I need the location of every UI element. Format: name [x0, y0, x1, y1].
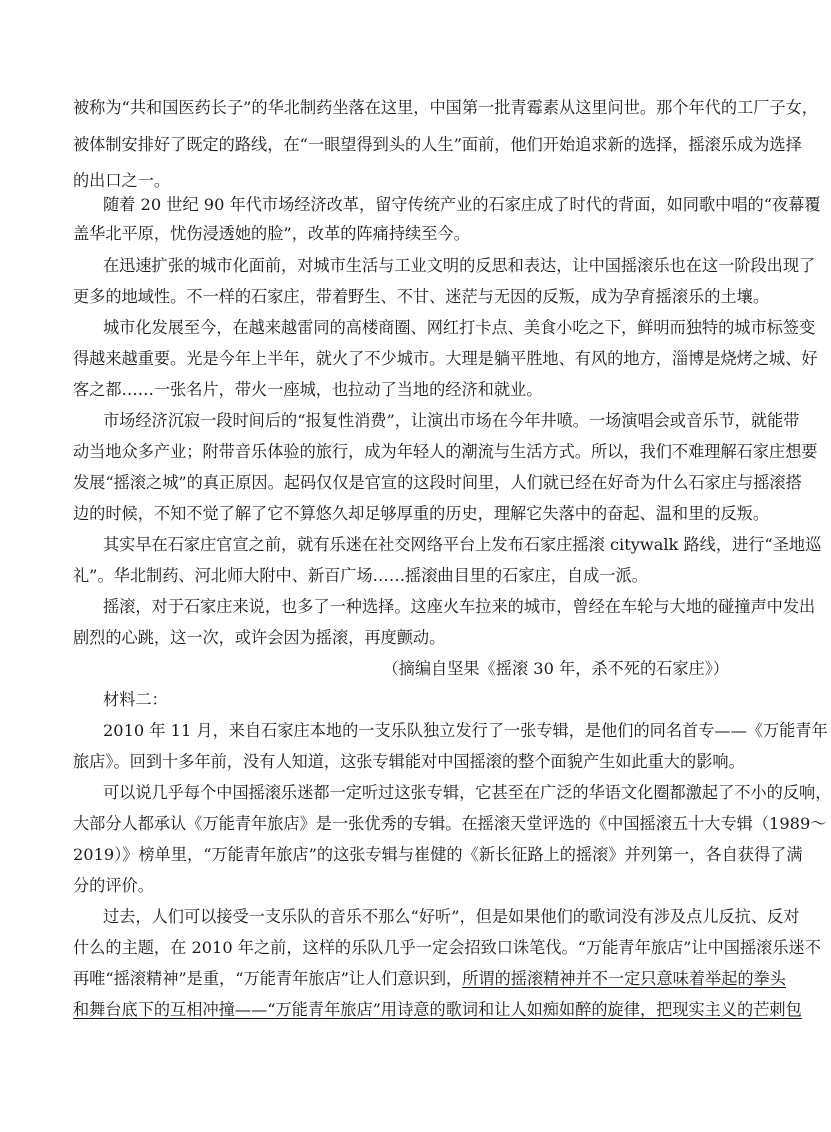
paragraph-line: 的出口之一。: [73, 171, 171, 190]
paragraph-line: 可以说几乎每个中国摇滚乐迷都一定听过这张专辑，它甚至在广泛的华语文化圈都激起了不小的反响，: [103, 783, 831, 802]
paragraph-text: 再唯“摇滚精神”是重，“万能青年旅店”让人们意识到，: [73, 969, 463, 988]
paragraph-line: 大部分人都承认《万能青年旅店》是一张优秀的专辑。在摇滚天堂评选的《中国摇滚五十大专辑（1989～: [73, 814, 827, 833]
paragraph-line: 过去，人们可以接受一支乐队的音乐不那么“好听”，但是如果他们的歌词没有涉及点儿反抗、反对: [103, 907, 800, 926]
paragraph-line: 剧烈的心跳，这一次，或许会因为摇滚，再度颤动。: [73, 628, 446, 647]
paragraph-line: 被体制安排好了既定的路线，在“一眼望得到头的人生”面前，他们开始追求新的选择，摇滚乐成为选择: [73, 135, 802, 154]
paragraph-line: 动当地众多产业；附带音乐体验的旅行，成为年轻人的潮流与生活方式。所以，我们不难理解石家庄想要: [73, 442, 818, 461]
source-citation: （摘编自坚果《摇滚 30 年，杀不死的石家庄》）: [382, 659, 729, 678]
paragraph-line: 得越来越重要。光是今年上半年，就火了不少城市。大理是躺平胜地、有风的地方，淄博是烧烤之城、好: [73, 349, 818, 368]
paragraph-line: 分的评价。: [73, 876, 154, 895]
paragraph-line: 其实早在石家庄官宣之前，就有乐迷在社交网络平台上发布石家庄摇滚 citywalk 路线，进行“圣地巡: [103, 535, 822, 554]
paragraph-line: 市场经济沉寂一段时间后的“报复性消费”，让演出市场在今年井喷。一场演唱会或音乐节，就能带: [103, 411, 800, 430]
section-heading: 材料二：: [103, 690, 168, 709]
paragraph-line: 什么的主题，在 2010 年之前，这样的乐队几乎一定会招致口诛笔伐。“万能青年旅店”让中国摇滚乐迷不: [73, 938, 821, 957]
underlined-text: 所谓的摇滚精神并不一定只意味着举起的拳头: [462, 969, 786, 988]
paragraph-line: 盖华北平原，忧伤浸透她的脸”，改革的阵痛持续至今。: [73, 224, 470, 243]
paragraph-line: 被称为“共和国医药长子”的华北制药坐落在这里，中国第一批青霉素从这里问世。那个年代的工厂子女，: [73, 98, 818, 117]
paragraph-line: 在迅速扩张的城市化面前，对城市生活与工业文明的反思和表达，让中国摇滚乐也在这一阶段出现了: [103, 256, 816, 275]
paragraph-line: 发展“摇滚之城”的真正原因。起码仅仅是官宣的这段时间里，人们就已经在好奇为什么石家庄与摇滚搭: [73, 473, 802, 492]
paragraph-line: 边的时候，不知不觉了解了它不算悠久却足够厚重的历史，理解它失落中的奋起、温和里的反叛。: [73, 504, 770, 523]
paragraph-line: 旅店》。回到十多年前，没有人知道，这张专辑能对中国摇滚的整个面貌产生如此重大的影响。: [73, 752, 745, 771]
underlined-paragraph-line: 和舞台底下的互相冲撞——“万能青年旅店”用诗意的歌词和让人如痴如醉的旋律，把现实主义的芒刺包: [73, 1000, 802, 1019]
paragraph-line: [73, 969, 786, 989]
paragraph-line: 城市化发展至今，在越来越雷同的高楼商圈、网红打卡点、美食小吃之下，鲜明而独特的城市标签变: [103, 318, 816, 337]
paragraph-line: 2010 年 11 月，来自石家庄本地的一支乐队独立发行了一张专辑，是他们的同名首专——《万能青年: [103, 721, 828, 740]
paragraph-line: 客之都……一张名片，带火一座城，也拉动了当地的经济和就业。: [73, 380, 543, 399]
paragraph-line: 礼”。华北制药、河北师大附中、新百广场……摇滚曲目里的石家庄，自成一派。: [73, 566, 648, 585]
paragraph-line: 更多的地域性。不一样的石家庄，带着野生、不甘、迷茫与无因的反叛，成为孕育摇滚乐的土壤。: [73, 287, 770, 306]
paragraph-line: 随着 20 世纪 90 年代市场经济改革，留守传统产业的石家庄成了时代的背面，如同歌中唱的“夜幕覆: [103, 195, 821, 214]
paragraph-line: 摇滚，对于石家庄来说，也多了一种选择。这座火车拉来的城市，曾经在车轮与大地的碰撞声中发出: [103, 597, 816, 616]
paragraph-line: 2019）》榜单里，“万能青年旅店”的这张专辑与崔健的《新长征路上的摇滚》并列第一，各自获得了满: [73, 845, 803, 864]
